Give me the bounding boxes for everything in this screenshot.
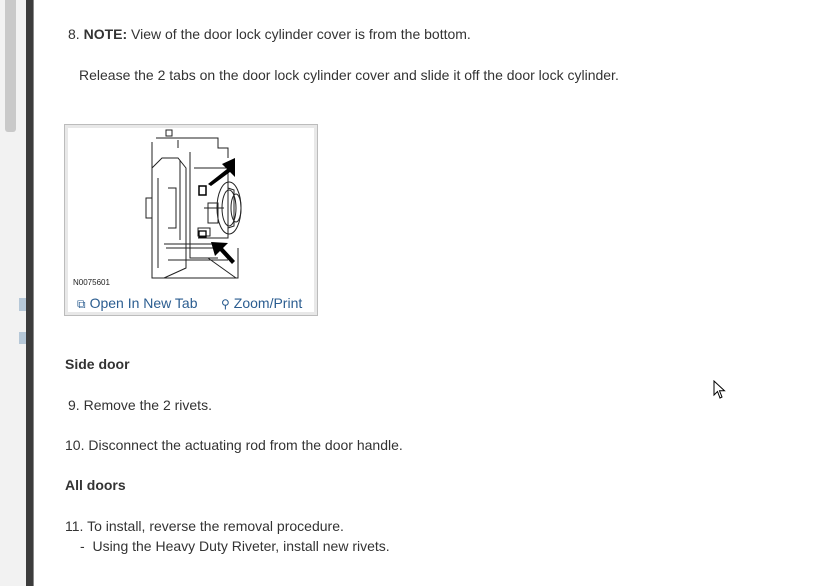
- zoom-print-label: Zoom/Print: [233, 295, 303, 311]
- step-text: Remove the 2 rivets.: [83, 397, 212, 413]
- bullet-dash: -: [80, 538, 85, 554]
- step-8: [68, 26, 471, 43]
- step-text: To install, reverse the removal procedure.: [87, 518, 344, 534]
- magnifier-zoom-icon: ⚲: [221, 297, 230, 311]
- step-number: 8.: [68, 26, 80, 42]
- note-text: View of the door lock cylinder cover is from the bottom.: [131, 26, 471, 42]
- zoom-print-link[interactable]: [221, 295, 302, 311]
- step-8-instruction: Release the 2 tabs on the door lock cylinder cover and slide it off the door lock cylinder.: [79, 67, 619, 83]
- step-11: [65, 518, 344, 535]
- panel-divider[interactable]: [26, 0, 34, 586]
- left-scrollbar-thumb[interactable]: [5, 0, 16, 132]
- left-panel-marker: [19, 298, 26, 311]
- sub-bullet-text: Using the Heavy Duty Riveter, install new rivets.: [92, 538, 390, 554]
- mouse-cursor-icon: [713, 380, 727, 400]
- side-door-heading: Side door: [65, 356, 130, 372]
- figure-code: N0075601: [73, 278, 110, 287]
- step-10: [65, 437, 403, 454]
- open-in-new-tab-label: Open In New Tab: [89, 295, 198, 311]
- procedure-content: [34, 0, 815, 586]
- step-number: 11.: [65, 518, 84, 534]
- figure-thumbnail[interactable]: [64, 124, 318, 316]
- left-panel-marker: [19, 332, 26, 344]
- figure-image-area: [68, 128, 314, 312]
- all-doors-heading: All doors: [65, 477, 126, 493]
- open-in-new-tab-link[interactable]: [77, 295, 198, 312]
- step-9: [68, 397, 212, 414]
- step-text: Disconnect the actuating rod from the door handle.: [88, 437, 403, 453]
- note-label: NOTE:: [83, 26, 128, 42]
- step-11-sub-bullet: [80, 538, 390, 555]
- door-lock-cylinder-illustration: [68, 128, 314, 288]
- step-number: 9.: [68, 397, 80, 413]
- step-number: 10.: [65, 437, 85, 453]
- open-in-new-tab-icon: ⧉: [77, 297, 86, 311]
